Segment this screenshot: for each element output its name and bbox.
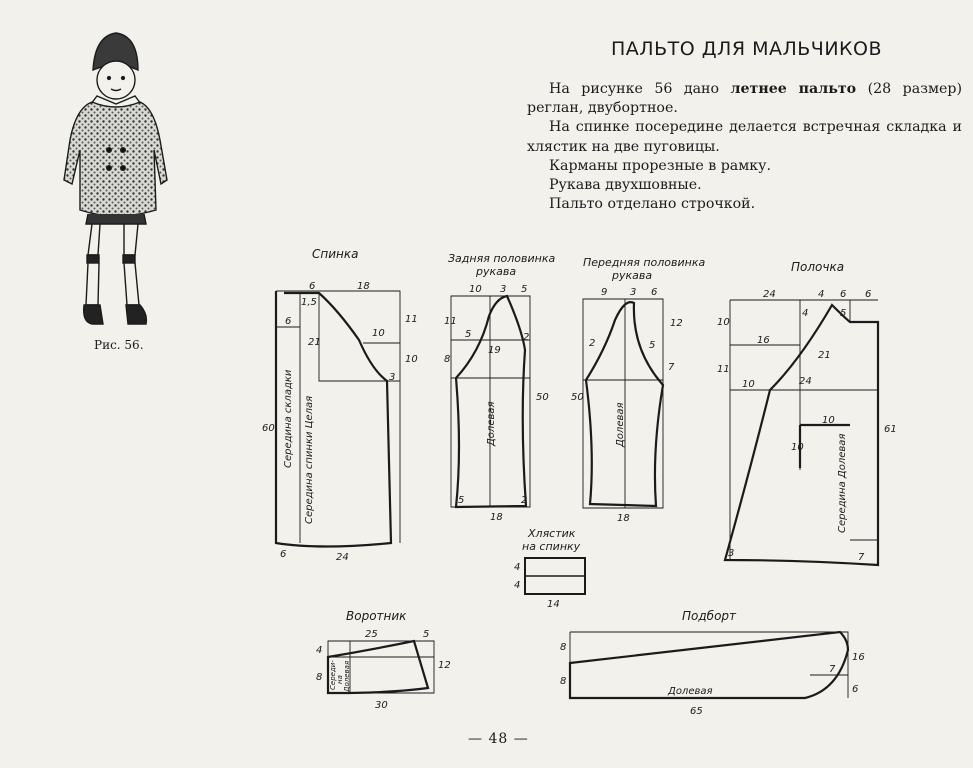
svg-text:5: 5 (423, 629, 430, 640)
svg-text:11: 11 (717, 364, 730, 375)
svg-text:5: 5 (458, 495, 465, 506)
svg-text:Середина Долевая: Середина Долевая (837, 433, 848, 533)
svg-text:Долевая: Долевая (668, 686, 713, 697)
svg-text:3: 3 (389, 372, 396, 383)
svg-text:50: 50 (571, 392, 584, 403)
svg-text:6: 6 (651, 287, 658, 298)
svg-text:2: 2 (523, 332, 530, 343)
svg-text:19: 19 (488, 345, 501, 356)
title-collar: Воротник (346, 609, 407, 623)
svg-text:10: 10 (742, 379, 755, 390)
svg-text:24: 24 (763, 289, 776, 300)
construction-lines (730, 300, 878, 560)
svg-text:7: 7 (829, 664, 836, 675)
svg-text:10: 10 (469, 284, 482, 295)
svg-text:5: 5 (649, 340, 656, 351)
svg-text:4: 4 (514, 580, 521, 591)
svg-text:16: 16 (852, 652, 865, 663)
svg-text:12: 12 (670, 318, 683, 329)
svg-text:6: 6 (309, 281, 316, 292)
svg-text:8: 8 (316, 672, 323, 683)
svg-text:4: 4 (818, 289, 825, 300)
svg-text:16: 16 (757, 335, 770, 346)
svg-text:21: 21 (818, 350, 831, 361)
svg-text:6: 6 (840, 289, 847, 300)
svg-text:10: 10 (791, 442, 804, 453)
svg-text:24: 24 (799, 376, 812, 387)
svg-text:30: 30 (375, 700, 388, 711)
svg-text:Середина складки: Середина складки (283, 369, 294, 468)
svg-text:2: 2 (521, 495, 528, 506)
svg-text:18: 18 (490, 512, 503, 523)
svg-text:Долевая: Долевая (615, 402, 626, 447)
svg-text:рукава: рукава (612, 269, 653, 282)
svg-text:18: 18 (617, 513, 630, 524)
svg-text:Середи-: Середи- (329, 660, 337, 690)
title-belt: Хлястик (528, 527, 576, 540)
svg-text:65: 65 (690, 706, 703, 717)
pattern-outline (725, 305, 878, 565)
svg-text:3: 3 (630, 287, 637, 298)
page-title: ПАЛЬТО ДЛЯ МАЛЬЧИКОВ (611, 38, 883, 60)
svg-text:4: 4 (316, 645, 323, 656)
svg-text:24: 24 (336, 552, 349, 563)
svg-text:на спинку: на спинку (522, 540, 581, 553)
paragraph: Карманы прорезные в рамку. (549, 157, 772, 174)
svg-text:7: 7 (858, 552, 865, 563)
svg-text:11: 11 (444, 316, 457, 327)
svg-text:рукава: рукава (476, 265, 517, 278)
title-facing: Подборт (682, 609, 737, 623)
title-back-sleeve: Задняя половинка (448, 252, 556, 265)
svg-text:2: 2 (589, 338, 596, 349)
svg-text:6: 6 (280, 549, 287, 560)
svg-text:5: 5 (840, 308, 847, 319)
svg-text:5: 5 (465, 329, 472, 340)
title-back: Спинка (312, 247, 359, 261)
figure-caption: Рис. 56. (94, 338, 144, 352)
svg-text:3: 3 (500, 284, 507, 295)
svg-text:Долевая: Долевая (486, 401, 497, 446)
pattern-front (725, 300, 878, 565)
svg-text:10: 10 (717, 317, 730, 328)
svg-text:11: 11 (405, 314, 418, 325)
svg-text:10: 10 (372, 328, 385, 339)
svg-text:4: 4 (514, 562, 521, 573)
title-front: Полочка (791, 260, 845, 274)
svg-text:1,5: 1,5 (301, 297, 317, 308)
paragraph: На спинке посередине делается встречная складка и хлястик на две пуговицы. (527, 119, 962, 155)
svg-text:10: 10 (405, 354, 418, 365)
svg-text:14: 14 (547, 599, 560, 610)
boy-illustration (64, 33, 167, 324)
svg-text:6: 6 (852, 684, 859, 695)
paragraph: Пальто отделано строчкой. (549, 196, 756, 213)
svg-text:5: 5 (521, 284, 528, 295)
svg-text:8: 8 (560, 642, 567, 653)
svg-text:18: 18 (357, 281, 370, 292)
svg-text:8: 8 (560, 676, 567, 687)
paragraph: На рисунке 56 дано летнее пальто (28 размер) реглан, двубортное. (527, 81, 962, 117)
svg-text:25: 25 (365, 629, 378, 640)
svg-text:10: 10 (822, 415, 835, 426)
svg-text:9: 9 (601, 287, 608, 298)
svg-text:Середина спинки Целая: Середина спинки Целая (304, 395, 315, 524)
svg-text:3: 3 (728, 548, 735, 559)
svg-text:60: 60 (262, 423, 275, 434)
svg-text:8: 8 (444, 354, 451, 365)
svg-text:Долевая: Долевая (343, 660, 351, 692)
svg-text:на: на (336, 675, 344, 684)
svg-text:50: 50 (536, 392, 549, 403)
page-number: — 48 — (468, 731, 529, 747)
svg-text:6: 6 (865, 289, 872, 300)
svg-text:4: 4 (802, 308, 809, 319)
svg-text:61: 61 (884, 424, 897, 435)
pattern-belt (525, 558, 585, 594)
title-front-sleeve: Передняя половинка (583, 256, 706, 269)
svg-text:6: 6 (285, 316, 292, 327)
svg-text:21: 21 (308, 337, 321, 348)
paragraph: Рукава двухшовные. (549, 177, 702, 194)
svg-text:7: 7 (668, 362, 675, 373)
svg-text:12: 12 (438, 660, 451, 671)
